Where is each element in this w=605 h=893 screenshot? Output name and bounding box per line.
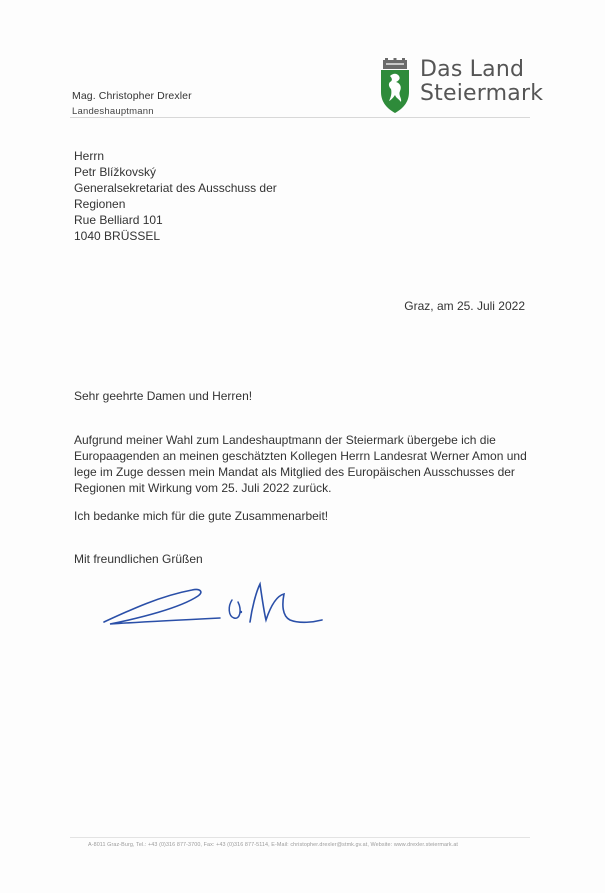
logo-wordmark (420, 58, 543, 106)
sender-block (72, 90, 192, 117)
recipient-line: Regionen (74, 197, 126, 211)
coat-of-arms-icon (378, 58, 412, 114)
footer-contact: A-8011 Graz-Burg, Tel.: +43 (0)316 877-3700, Fax: +43 (0)316 877-5114, E-Mail: christopher.drexler@stmk.gv.at, Website: www.drexler.steiermark.at (88, 842, 459, 848)
state-logo (378, 56, 544, 118)
letter-body: Aufgrund meiner Wahl zum Landeshauptmann der Steiermark übergebe ich die Europaagenden an meinen geschätzten Kollegen Herrn Landesrat Werner Amon und lege im Zuge dessen mein Mandat als Mitglied des Europäischen Ausschusses der Regionen mit Wirkung vom 25. Juli 2022 zurück. (74, 433, 527, 495)
recipient-line: Petr Blížkovský (74, 165, 157, 179)
closing-line: Mit freundlichen Grüßen (74, 552, 203, 566)
salutation: Sehr geehrte Damen und Herren! (74, 389, 253, 403)
recipient-address (74, 148, 277, 244)
handwritten-signature (100, 578, 330, 638)
recipient-line: Generalsekretariat des Ausschuss der (74, 181, 277, 195)
recipient-line: 1040 BRÜSSEL (74, 229, 161, 243)
sender-title: Landeshauptmann (72, 106, 154, 117)
thanks-line: Ich bedanke mich für die gute Zusammenarbeit! (74, 509, 329, 523)
footer-divider (70, 837, 530, 838)
recipient-line: Rue Belliard 101 (74, 213, 163, 227)
recipient-line: Herrn (74, 149, 105, 163)
letter-date: Graz, am 25. Juli 2022 (404, 299, 525, 313)
logo-line-1: Das Land (420, 57, 525, 82)
header-divider (70, 117, 530, 118)
sender-name: Mag. Christopher Drexler (72, 90, 192, 102)
logo-line-2: Steiermark (420, 81, 544, 107)
